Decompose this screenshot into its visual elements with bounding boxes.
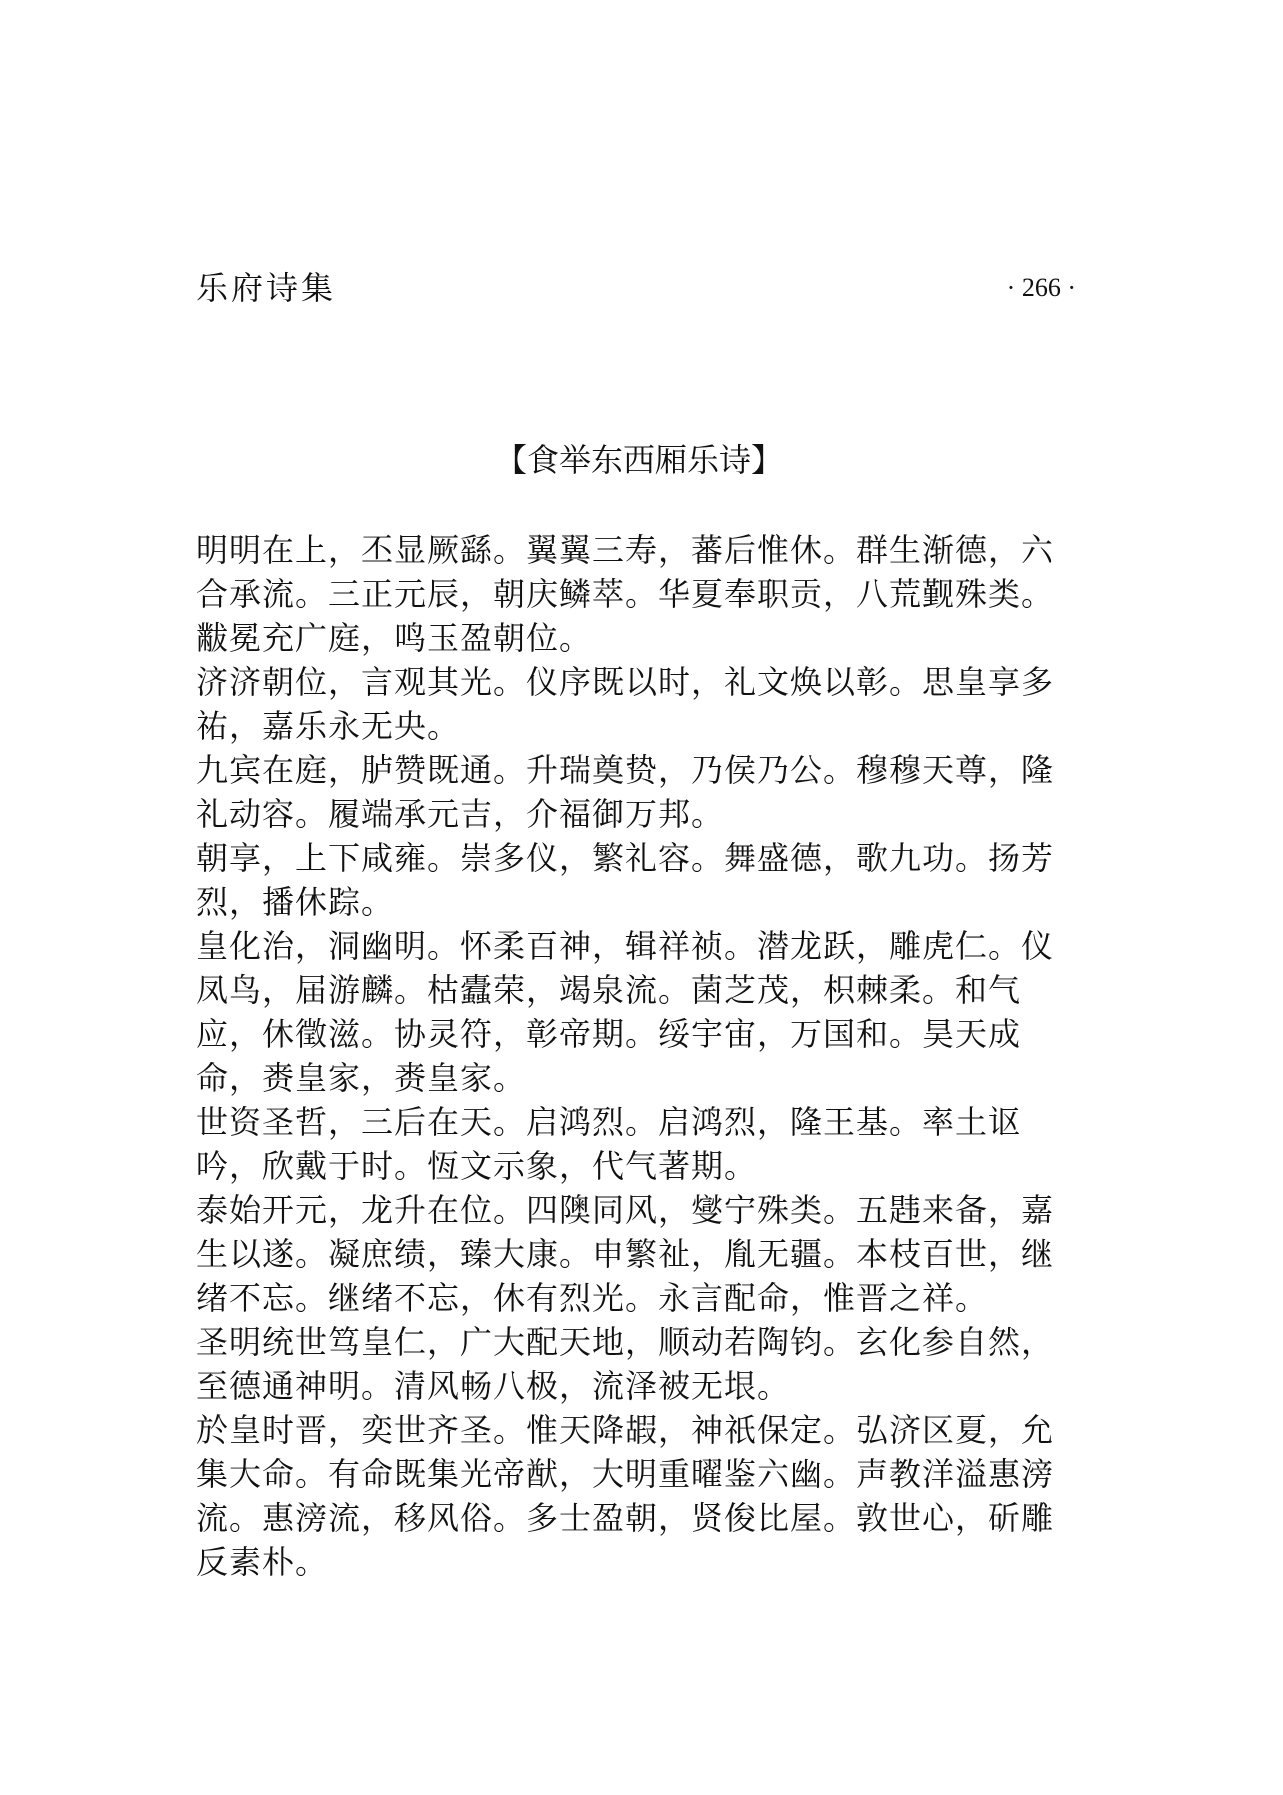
stanza-2: 济济朝位，言观其光。仪序既以时，礼文焕以彰。思皇享多祐，嘉乐永无央。 bbox=[196, 663, 1055, 745]
poem-body bbox=[196, 528, 1086, 1584]
stanza-5: 皇化治，洞幽明。怀柔百神，辑祥祯。潜龙跃，雕虎仁。仪凤鸟，届游麟。枯蠹荣，竭泉流。菌芝茂，枳棘柔。和气应，休徵滋。协灵符，彰帝期。绥宇宙，万国和。昊天成命，赉皇家，赉皇家。 bbox=[196, 927, 1055, 1097]
stanza-8: 圣明统世笃皇仁，广大配天地，顺动若陶钧。玄化参自然，至德通神明。清风畅八极，流泽被无垠。 bbox=[196, 1323, 1055, 1405]
page-header bbox=[196, 266, 1076, 310]
stanza-1: 明明在上，丕显厥繇。翼翼三寿，蕃后惟休。群生渐德，六合承流。三正元辰，朝庆鳞萃。华夏奉职贡，八荒觐殊类。黻冕充广庭，鸣玉盈朝位。 bbox=[196, 531, 1055, 657]
stanza-3: 九宾在庭，胪赞既通。升瑞奠贽，乃侯乃公。穆穆天尊，隆礼动容。履端承元吉，介福御万邦。 bbox=[196, 751, 1055, 833]
stanza-6: 世资圣哲，三后在天。启鸿烈。启鸿烈，隆王基。率土讴吟，欣戴于时。恆文示象，代气著期。 bbox=[196, 1103, 1022, 1185]
book-title: 乐府诗集 bbox=[196, 269, 337, 307]
stanza-9: 於皇时晋，奕世齐圣。惟天降嘏，神祇保定。弘济区夏，允集大命。有命既集光帝猷，大明重曜鉴六幽。声教洋溢惠滂流。惠滂流，移风俗。多士盈朝，贤俊比屋。敦世心，斫雕反素朴。 bbox=[196, 1411, 1055, 1581]
stanza-7: 泰始开元，龙升在位。四隩同风，燮宁殊类。五韪来备，嘉生以遂。凝庶绩，臻大康。申繁祉，胤无疆。本枝百世，继绪不忘。继绪不忘，休有烈光。永言配命，惟晋之祥。 bbox=[196, 1191, 1055, 1317]
section-title: 【食举东西厢乐诗】 bbox=[494, 441, 783, 479]
page-number: · 266 · bbox=[1006, 273, 1076, 302]
stanza-4: 朝享，上下咸雍。崇多仪，繁礼容。舞盛德，歌九功。扬芳烈，播休踪。 bbox=[196, 839, 1055, 921]
